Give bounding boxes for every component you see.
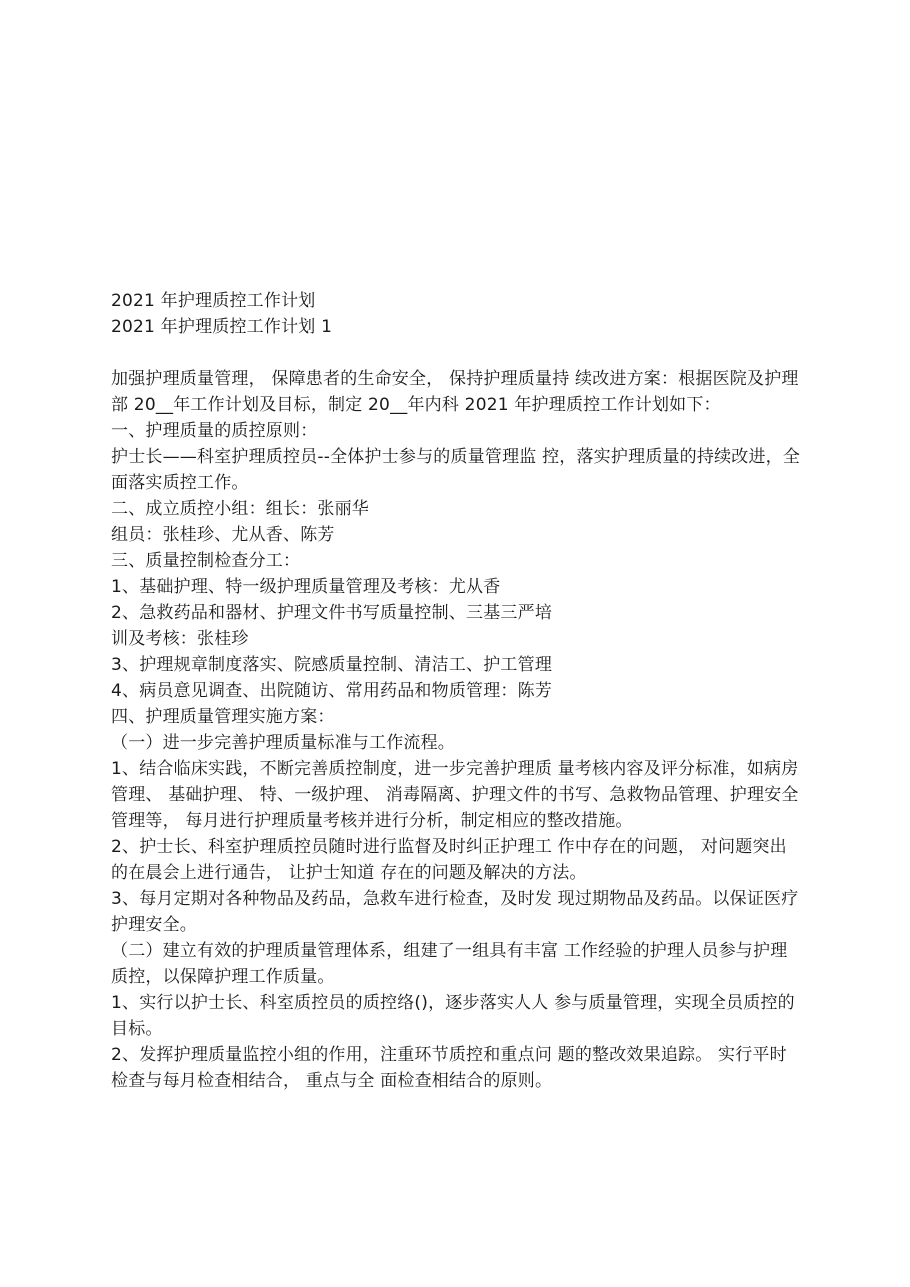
list-item: 3、护理规章制度落实、院感质量控制、清洁工、护工管理 <box>111 655 553 675</box>
list-item: 1、基础护理、特一级护理质量管理及考核：尤从香 <box>111 577 501 597</box>
document-subtitle: 2021 年护理质控工作计划 1 <box>111 317 333 337</box>
list-item: 训及考核：张桂珍 <box>111 629 249 649</box>
blank-line <box>111 340 801 366</box>
paragraph-intro: 加强护理质量管理， 保障患者的生命安全， 保持护理质量持 续改进方案：根据医院及护理部 20__年工作计划及目标，制定 20__年内科 2021 年护理质控工作计划如下： <box>111 369 799 415</box>
list-item: 3、每月定期对各种物品及药品，急救车进行检查，及时发 现过期物品及药品。以保证医疗护理安全。 <box>111 889 799 935</box>
list-item: 2、护士长、科室护理质控员随时进行监督及时纠正护理工 作中存在的问题， 对问题突出的在晨会上进行通告， 让护士知道 存在的问题及解决的方法。 <box>111 837 787 883</box>
section-heading-2: 二、成立质控小组：组长：张丽华 <box>111 499 369 519</box>
subsection-heading-1: （一）进一步完善护理质量标准与工作流程。 <box>111 733 455 753</box>
list-item: 4、病员意见调查、出院随访、常用药品和物质管理：陈芳 <box>111 681 553 701</box>
paragraph: 护士长——科室护理质控员--全体护士参与的质量管理监 控，落实护理质量的持续改进，全面落实质控工作。 <box>111 447 801 493</box>
section-heading-4: 四、护理质量管理实施方案： <box>111 707 335 727</box>
list-item: 2、急救药品和器材、护理文件书写质量控制、三基三严培 <box>111 603 553 623</box>
section-heading-1: 一、护理质量的质控原则： <box>111 421 318 441</box>
subsection-heading-2: （二）建立有效的护理质量管理体系，组建了一组具有丰富 工作经验的护理人员参与护理质控，以保障护理工作质量。 <box>111 941 788 987</box>
section-heading-3: 三、质量控制检查分工： <box>111 551 301 571</box>
list-item: 1、实行以护士长、科室质控员的质控络()，逐步落实人人 参与质量管理，实现全员质控的目标。 <box>111 993 795 1039</box>
list-item: 2、发挥护理质量监控小组的作用，注重环节质控和重点问 题的整改效果追踪。 实行平时检查与每月检查相结合， 重点与全 面检查相结合的原则。 <box>111 1045 787 1091</box>
document-title: 2021 年护理质控工作计划 <box>111 291 316 311</box>
list-item: 1、结合临床实践，不断完善质控制度，进一步完善护理质 量考核内容及评分标准，如病房管理、 基础护理、 特、一级护理、 消毒隔离、护理文件的书写、急救物品管理、护理安全管理等， 每月进行护理质量考核并进行分析，制定相应的整改措施。 <box>111 759 799 831</box>
paragraph: 组员：张桂珍、尤从香、陈芳 <box>111 525 335 545</box>
document-body <box>111 288 801 1094</box>
